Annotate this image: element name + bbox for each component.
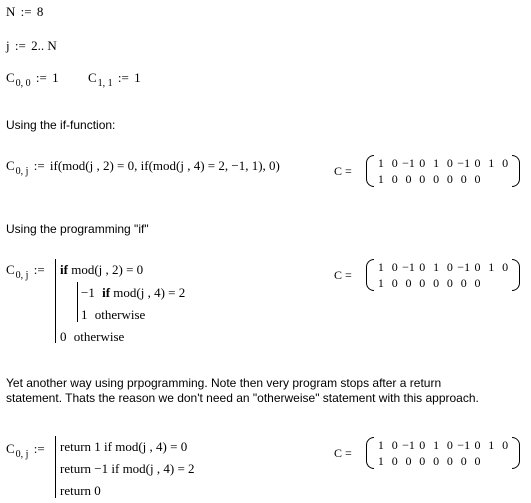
matrix-cell: 0	[460, 172, 467, 186]
section3-caption-line2: statement. Thats the reason we don't need an "otherweise" statement with this approach.	[6, 391, 479, 405]
if-keyword: if	[60, 262, 68, 277]
matrix-cell: 0	[419, 454, 426, 468]
lhs-name: C	[6, 262, 15, 277]
matrix-cell: 0	[474, 438, 481, 452]
return-line1[interactable]: return 1 if mod(j , 4) = 0	[60, 439, 188, 454]
assign-operator: :=	[33, 158, 45, 173]
program-inner-line1[interactable]	[81, 285, 185, 301]
matrix-cell: 0	[419, 276, 426, 290]
matrix-cell: 0	[446, 156, 453, 170]
return-line2[interactable]: return −1 if mod(j , 4) = 2	[60, 461, 195, 476]
matrix-cell: 0	[502, 156, 509, 170]
matrix-grid	[374, 156, 512, 186]
section3-caption-line1: Yet another way using prpogramming. Note then very program stops after a return	[6, 376, 442, 390]
matrix-cell: 0	[391, 156, 398, 170]
left-paren	[366, 437, 374, 469]
matrix-cell: 0	[391, 172, 398, 186]
matrix-cell: 1	[377, 438, 384, 452]
def-n[interactable]	[6, 4, 43, 20]
matrix-cell: 0	[405, 172, 412, 186]
matrix-cell: 0	[419, 156, 426, 170]
program-line1[interactable]	[60, 262, 143, 278]
section2-caption: Using the programming "if"	[6, 222, 149, 236]
if-function-expression: if(mod(j , 2) = 0, if(mod(j , 4) = 2, −1, 1), 0)	[49, 158, 280, 173]
assign-operator: :=	[117, 70, 129, 85]
matrix-body	[366, 437, 520, 471]
n-value: 8	[36, 4, 44, 19]
matrix-cell: 0	[474, 156, 481, 170]
matrix-cell: 0	[405, 276, 412, 290]
section2-lhs[interactable]	[6, 262, 47, 281]
right-paren	[512, 155, 520, 187]
matrix-cell: 0	[433, 276, 440, 290]
lhs-subscript: 0, j	[15, 166, 29, 177]
section3-lhs[interactable]	[6, 441, 47, 460]
matrix-cell: 1	[488, 438, 495, 452]
j-range: 2.. N	[31, 38, 57, 53]
matrix-cell: −1	[402, 438, 415, 452]
program-bar-outer	[55, 259, 56, 343]
lhs-subscript: 0, j	[15, 449, 29, 460]
matrix-body	[366, 259, 520, 293]
matrix-cell: 1	[433, 156, 440, 170]
matrix-cell: 0	[460, 276, 467, 290]
assign-operator: :=	[35, 70, 47, 85]
matrix-cell: −1	[457, 438, 471, 452]
assign-operator: :=	[33, 441, 45, 456]
matrix-cell: 0	[391, 260, 398, 274]
outer-value: 0	[60, 329, 67, 344]
matrix-cell: 0	[391, 454, 398, 468]
lhs-name: C	[6, 158, 15, 173]
c00-value: 1	[52, 70, 59, 85]
matrix-cell: 1	[377, 172, 384, 186]
matrix-cell: 0	[474, 276, 481, 290]
matrix-cell: −1	[457, 260, 471, 274]
matrix-cell: −1	[402, 260, 415, 274]
matrix-cell: 0	[433, 454, 440, 468]
matrix-cell: 0	[460, 454, 467, 468]
matrix-cell: 1	[488, 260, 495, 274]
def-j[interactable]	[6, 38, 57, 54]
right-paren	[512, 437, 520, 469]
program-inner-line2[interactable]	[81, 307, 145, 323]
matrix-grid	[374, 438, 512, 468]
lhs-subscript: 0, j	[15, 270, 29, 281]
matrix-label: C =	[334, 446, 352, 460]
matrix-cell: 0	[446, 276, 453, 290]
matrix-cell: −1	[457, 156, 471, 170]
matrix-cell: 0	[474, 260, 481, 274]
assign-operator: :=	[33, 262, 45, 277]
c00-subscript: 0, 0	[15, 78, 31, 89]
otherwise-keyword: otherwise	[94, 307, 146, 322]
matrix-cell: −1	[402, 156, 415, 170]
c11-value: 1	[134, 70, 141, 85]
matrix-result-2[interactable]	[334, 259, 520, 293]
inner-value: −1	[81, 285, 95, 300]
if-keyword: if	[102, 285, 111, 300]
otherwise-keyword: otherwise	[73, 329, 125, 344]
program-line3[interactable]	[60, 329, 124, 345]
matrix-cell: 1	[433, 260, 440, 274]
matrix-cell: 0	[474, 454, 481, 468]
inner-condition: mod(j , 4) = 2	[113, 285, 186, 300]
inner-value: 1	[81, 307, 88, 322]
assign-operator: :=	[20, 4, 32, 19]
program-bar	[55, 436, 56, 498]
matrix-cell: 0	[502, 260, 509, 274]
matrix-cell: 0	[446, 438, 453, 452]
matrix-label: C =	[334, 268, 352, 282]
matrix-cell: 0	[446, 172, 453, 186]
left-paren	[366, 155, 374, 187]
c00-name: C	[6, 70, 15, 85]
matrix-result-3[interactable]	[334, 437, 520, 471]
program-bar-inner	[77, 282, 78, 322]
matrix-label: C =	[334, 164, 352, 178]
n-variable: N	[6, 4, 16, 19]
def-c00[interactable]	[6, 70, 59, 89]
matrix-cell: 0	[446, 260, 453, 274]
c11-name: C	[88, 70, 97, 85]
c11-subscript: 1, 1	[97, 78, 113, 89]
lhs-name: C	[6, 441, 15, 456]
if-condition: mod(j , 2) = 0	[71, 262, 144, 277]
assign-operator: :=	[14, 38, 26, 53]
matrix-cell: 1	[377, 156, 384, 170]
right-paren	[512, 259, 520, 291]
matrix-cell: 0	[433, 172, 440, 186]
matrix-cell: 0	[391, 438, 398, 452]
return-line3[interactable]: return 0	[60, 483, 101, 498]
matrix-cell: 1	[377, 454, 384, 468]
matrix-cell: 1	[488, 156, 495, 170]
matrix-cell: 1	[377, 276, 384, 290]
section1-caption: Using the if-function:	[6, 118, 116, 132]
section1-definition[interactable]	[6, 158, 280, 177]
matrix-cell: 0	[474, 172, 481, 186]
left-paren	[366, 259, 374, 291]
matrix-cell: 1	[377, 260, 384, 274]
matrix-grid	[374, 260, 512, 290]
matrix-cell: 0	[446, 454, 453, 468]
matrix-result-1[interactable]	[334, 155, 520, 189]
matrix-body	[366, 155, 520, 189]
matrix-cell: 0	[419, 438, 426, 452]
matrix-cell: 0	[405, 454, 412, 468]
matrix-cell: 0	[419, 172, 426, 186]
matrix-cell: 0	[391, 276, 398, 290]
def-c11[interactable]	[88, 70, 141, 89]
matrix-cell: 0	[502, 438, 509, 452]
matrix-cell: 0	[419, 260, 426, 274]
j-variable: j	[6, 38, 10, 53]
matrix-cell: 1	[433, 438, 440, 452]
